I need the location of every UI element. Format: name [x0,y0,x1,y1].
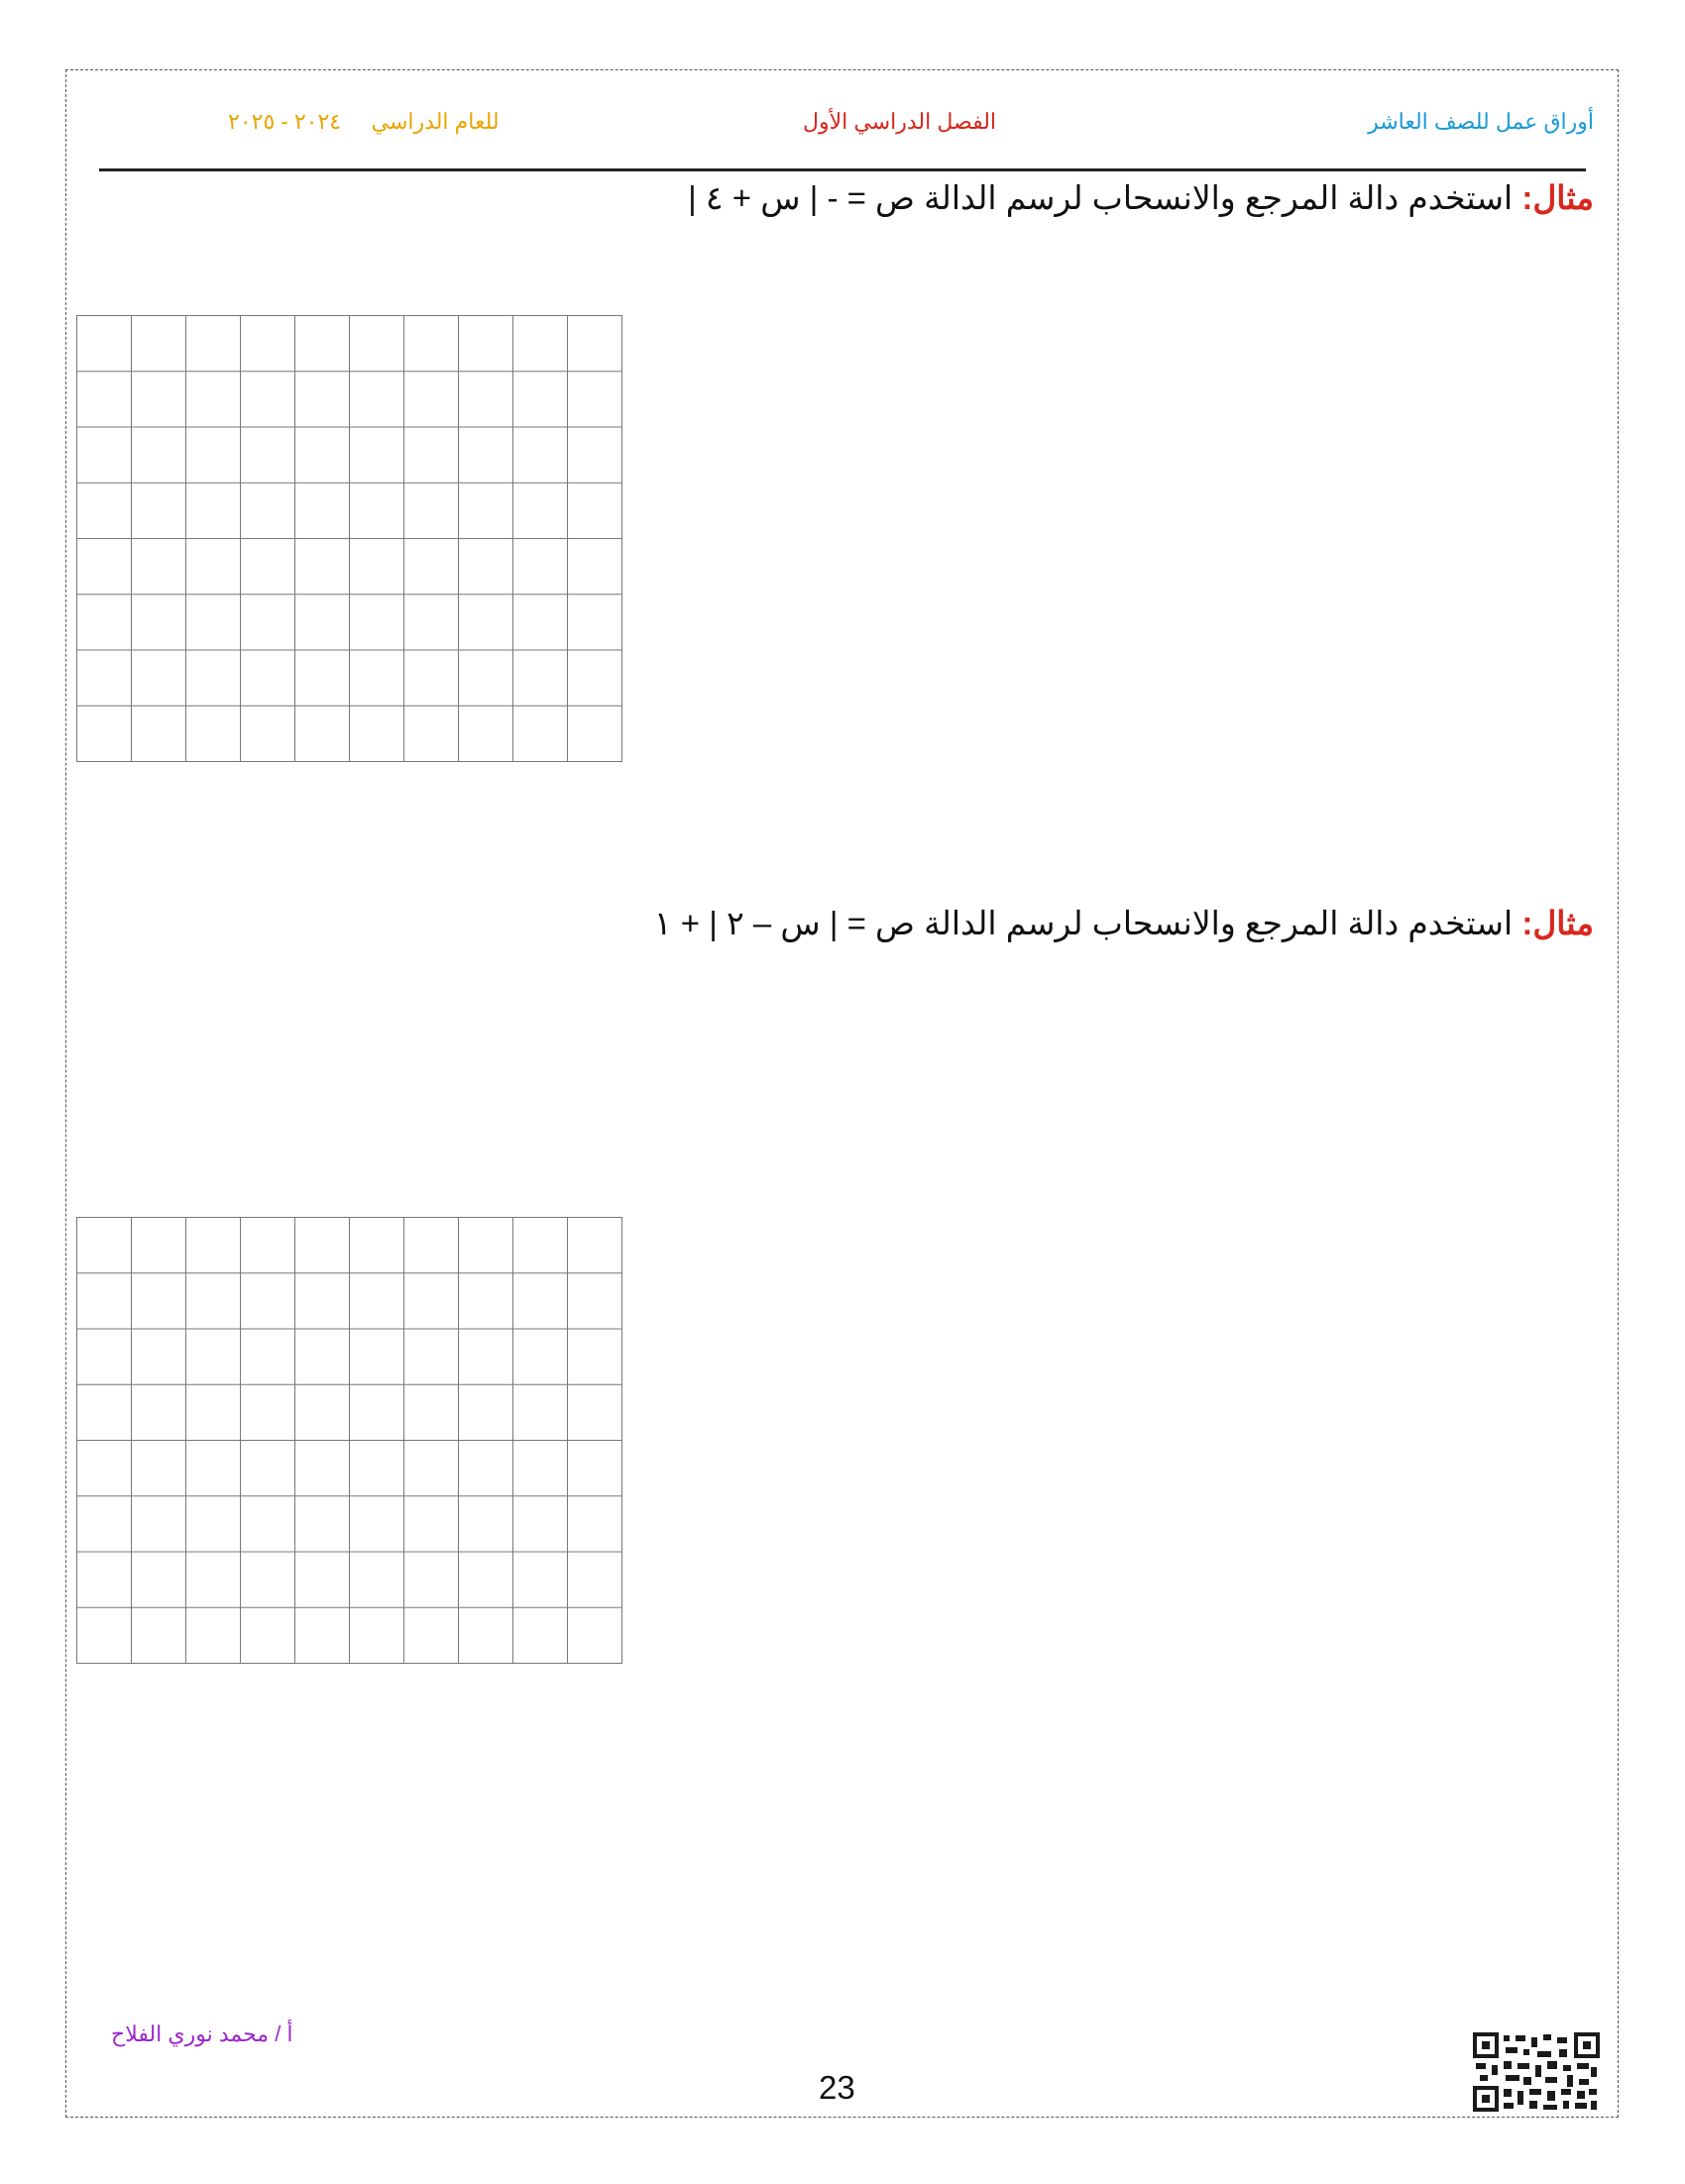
header-year-label: للعام الدراسي [371,109,500,134]
example-2-text: استخدم دالة المرجع والانسحاب لرسم الدالة ص = | س – ٢ | + ١ [653,905,1522,941]
author-name: أ / محمد نوري الفلاح [111,2021,293,2046]
qr-code-icon [1472,2031,1601,2113]
header-academic-year [228,109,500,135]
example-2 [654,904,1594,942]
graph-grid-1 [76,315,622,762]
header-divider [99,168,1586,171]
example-2-label: مثال: [1521,905,1594,941]
example-1-text: استخدم دالة المرجع والانسحاب لرسم الدالة ص = - | س + ٤ | [688,179,1522,216]
header-year-value: ٢٠٢٤ - ٢٠٢٥ [228,109,342,134]
example-1-label: مثال: [1521,179,1594,216]
graph-grid-2 [76,1217,622,1664]
header-semester: الفصل الدراسي الأول [803,109,997,134]
example-1 [688,178,1594,217]
header-worksheet-title: أوراق عمل للصف العاشر [1368,109,1594,134]
page-number: 23 [819,2069,855,2106]
